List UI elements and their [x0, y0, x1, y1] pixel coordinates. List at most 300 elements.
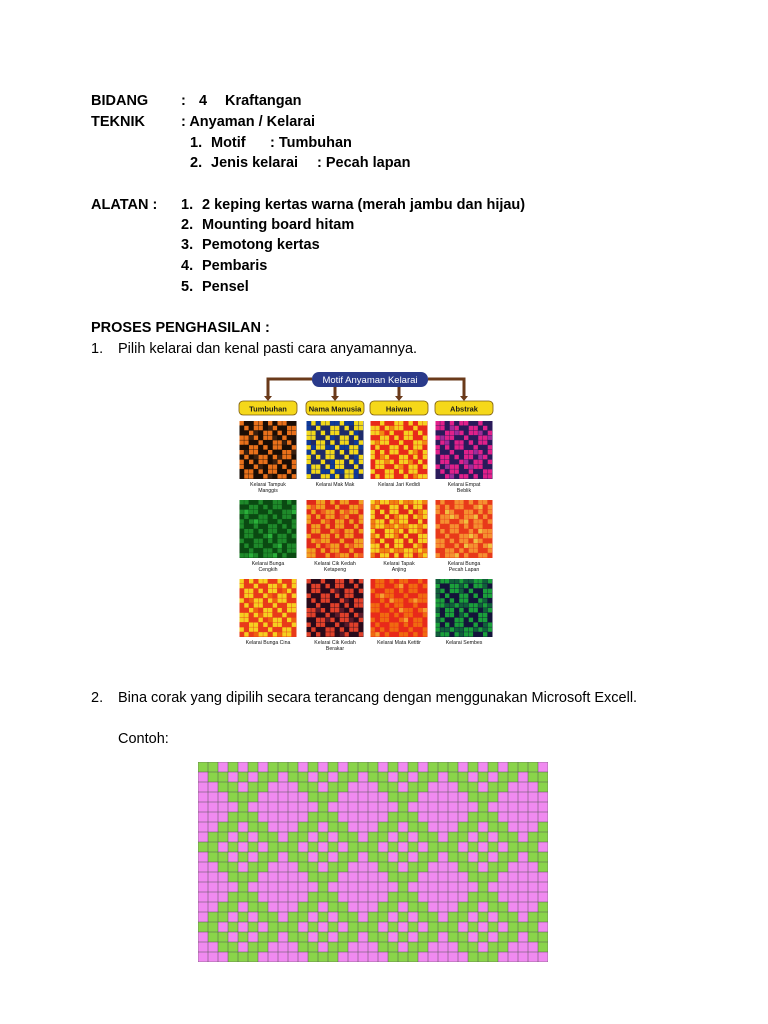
alatan-label: ALATAN : — [91, 197, 158, 213]
grid-cell-green — [388, 922, 398, 932]
kelarai-tile — [240, 579, 297, 637]
grid-cell-green — [518, 842, 528, 852]
grid-cell-green — [488, 952, 498, 962]
grid-cell-green — [238, 812, 248, 822]
grid-cell-green — [308, 902, 318, 912]
teknik-value: : Anyaman / Kelarai — [181, 114, 316, 130]
kelarai-tile — [307, 500, 364, 558]
grid-cell-green — [418, 772, 428, 782]
grid-cell-green — [318, 812, 328, 822]
grid-cell-green — [498, 862, 508, 872]
grid-cell-green — [228, 762, 238, 772]
grid-cell-green — [448, 852, 458, 862]
grid-cell-green — [378, 772, 388, 782]
grid-cell-green — [498, 832, 508, 842]
grid-cell-green — [488, 782, 498, 792]
grid-cell-green — [238, 772, 248, 782]
grid-cell-green — [278, 842, 288, 852]
grid-cell-green — [228, 822, 238, 832]
grid-cell-green — [338, 902, 348, 912]
grid-cell-green — [278, 762, 288, 772]
grid-cell-green — [418, 822, 428, 832]
grid-cell-green — [498, 912, 508, 922]
grid-cell-green — [358, 762, 368, 772]
proses-title: PROSES PENGHASILAN : — [91, 320, 270, 336]
step-2-text: Bina corak yang dipilih secara terancang dengan menggunakan Microsoft Excell. — [118, 690, 638, 706]
kelarai-tile — [436, 579, 493, 637]
kelarai-tile — [371, 500, 428, 558]
grid-cell-green — [508, 922, 518, 932]
grid-cell-green — [508, 842, 518, 852]
grid-cell-green — [248, 862, 258, 872]
grid-cell-green — [418, 862, 428, 872]
grid-cell-green — [308, 892, 318, 902]
grid-cell-green — [378, 862, 388, 872]
grid-cell-green — [528, 832, 538, 842]
grid-cell-green — [508, 762, 518, 772]
alatan-item-text: Pensel — [202, 279, 249, 295]
grid-cell-green — [248, 792, 258, 802]
grid-cell-green — [418, 942, 428, 952]
grid-cell-green — [538, 942, 548, 952]
grid-cell-green — [528, 932, 538, 942]
grid-cell-green — [538, 782, 548, 792]
grid-cell-green — [288, 762, 298, 772]
teknik-item-value: : Tumbuhan — [270, 135, 352, 151]
grid-cell-green — [528, 922, 538, 932]
grid-cell-green — [328, 922, 338, 932]
grid-cell-green — [448, 922, 458, 932]
grid-cell-green — [398, 912, 408, 922]
grid-cell-green — [298, 772, 308, 782]
grid-cell-green — [408, 872, 418, 882]
grid-cell-green — [468, 822, 478, 832]
grid-cell-green — [398, 812, 408, 822]
grid-cell-green — [208, 912, 218, 922]
grid-cell-green — [478, 852, 488, 862]
grid-cell-green — [538, 902, 548, 912]
grid-cell-green — [328, 782, 338, 792]
grid-cell-green — [478, 892, 488, 902]
grid-cell-green — [318, 792, 328, 802]
grid-cell-green — [218, 912, 228, 922]
grid-cell-green — [328, 892, 338, 902]
bidang-label: BIDANG — [91, 93, 149, 109]
chart-title: Motif Anyaman Kelarai — [322, 375, 418, 386]
grid-cell-green — [478, 812, 488, 822]
grid-cell-green — [408, 762, 418, 772]
grid-cell-green — [408, 862, 418, 872]
grid-cell-green — [498, 942, 508, 952]
grid-cell-green — [538, 862, 548, 872]
grid-cell-green — [528, 852, 538, 862]
grid-cell-green — [398, 932, 408, 942]
grid-cell-green — [458, 902, 468, 912]
grid-cell-green — [488, 922, 498, 932]
grid-cell-green — [248, 922, 258, 932]
grid-cell-green — [328, 842, 338, 852]
grid-cell-green — [228, 892, 238, 902]
grid-cell-green — [308, 792, 318, 802]
grid-cell-green — [208, 762, 218, 772]
grid-cell-green — [248, 842, 258, 852]
grid-cell-green — [478, 932, 488, 942]
grid-cell-green — [348, 832, 358, 842]
grid-cell-green — [328, 952, 338, 962]
grid-cell-green — [458, 942, 468, 952]
tile-caption: Kelarai Empat Beblik — [447, 482, 481, 494]
grid-cell-green — [298, 912, 308, 922]
category-label: Tumbuhan — [249, 404, 287, 414]
grid-cell-green — [218, 772, 228, 782]
grid-cell-green — [388, 782, 398, 792]
kelarai-tile — [371, 421, 428, 479]
grid-cell-green — [468, 782, 478, 792]
grid-cell-green — [498, 772, 508, 782]
step-1-text: Pilih kelarai dan kenal pasti cara anyamannya. — [118, 341, 418, 357]
alatan-item-text: Mounting board hitam — [202, 217, 355, 233]
grid-cell-green — [298, 942, 308, 952]
grid-cell-green — [218, 932, 228, 942]
grid-cell-green — [428, 932, 438, 942]
grid-cell-green — [208, 842, 218, 852]
grid-cell-green — [338, 862, 348, 872]
grid-cell-green — [388, 892, 398, 902]
grid-cell-green — [218, 822, 228, 832]
grid-cell-green — [358, 842, 368, 852]
grid-cell-green — [248, 782, 258, 792]
grid-cell-green — [378, 912, 388, 922]
grid-cell-green — [338, 832, 348, 842]
grid-cell-green — [538, 772, 548, 782]
grid-cell-green — [428, 852, 438, 862]
grid-cell-green — [238, 892, 248, 902]
grid-cell-green — [388, 842, 398, 852]
grid-cell-green — [488, 812, 498, 822]
grid-cell-green — [328, 862, 338, 872]
grid-cell-green — [228, 812, 238, 822]
grid-cell-green — [458, 912, 468, 922]
grid-cell-green — [438, 842, 448, 852]
grid-cell-green — [348, 842, 358, 852]
grid-cell-green — [458, 772, 468, 782]
grid-cell-green — [228, 952, 238, 962]
grid-cell-green — [478, 872, 488, 882]
grid-cell-green — [328, 822, 338, 832]
grid-cell-green — [228, 922, 238, 932]
grid-cell-green — [288, 832, 298, 842]
grid-cell-green — [218, 862, 228, 872]
grid-cell-green — [318, 832, 328, 842]
grid-cell-green — [448, 772, 458, 782]
grid-cell-green — [308, 812, 318, 822]
grid-cell-green — [468, 952, 478, 962]
grid-cell-green — [388, 822, 398, 832]
grid-cell-green — [508, 852, 518, 862]
grid-cell-green — [428, 912, 438, 922]
grid-cell-green — [418, 832, 428, 842]
grid-cell-green — [288, 842, 298, 852]
grid-cell-green — [388, 872, 398, 882]
alatan-item-text: Pemotong kertas — [202, 237, 320, 253]
alatan-item-num: 5. — [181, 279, 194, 295]
grid-cell-green — [308, 922, 318, 932]
teknik-item-label: Motif — [211, 135, 246, 151]
grid-cell-green — [468, 862, 478, 872]
grid-cell-green — [348, 852, 358, 862]
grid-cell-green — [338, 772, 348, 782]
grid-cell-green — [458, 822, 468, 832]
grid-cell-green — [238, 882, 248, 892]
grid-cell-green — [358, 922, 368, 932]
grid-cell-green — [308, 762, 318, 772]
grid-cell-green — [318, 932, 328, 942]
grid-cell-green — [298, 832, 308, 842]
grid-cell-green — [258, 772, 268, 782]
grid-cell-green — [348, 912, 358, 922]
grid-cell-green — [338, 942, 348, 952]
grid-cell-green — [368, 842, 378, 852]
grid-cell-green — [408, 792, 418, 802]
grid-cell-green — [248, 812, 258, 822]
grid-cell-green — [468, 942, 478, 952]
grid-cell-green — [268, 922, 278, 932]
grid-cell-green — [258, 782, 268, 792]
grid-cell-green — [288, 772, 298, 782]
alatan-item-num: 1. — [181, 197, 194, 213]
grid-cell-green — [308, 872, 318, 882]
grid-cell-green — [428, 832, 438, 842]
grid-cell-green — [478, 882, 488, 892]
grid-cell-green — [488, 902, 498, 912]
tile-caption: Kelarai Cik Kedah Berakar — [314, 640, 356, 652]
grid-cell-green — [218, 902, 228, 912]
grid-cell-green — [338, 932, 348, 942]
grid-cell-green — [338, 822, 348, 832]
grid-cell-green — [238, 832, 248, 842]
grid-cell-green — [218, 852, 228, 862]
tile-caption: Kelarai Sembes — [445, 640, 483, 646]
grid-cell-green — [308, 942, 318, 952]
grid-cell-green — [488, 872, 498, 882]
grid-cell-green — [368, 762, 378, 772]
grid-cell-green — [458, 932, 468, 942]
grid-cell-green — [198, 922, 208, 932]
grid-cell-green — [198, 842, 208, 852]
bidang-number: 4 — [199, 93, 208, 109]
grid-cell-green — [408, 842, 418, 852]
grid-cell-green — [288, 922, 298, 932]
grid-cell-green — [258, 822, 268, 832]
grid-cell-green — [318, 772, 328, 782]
grid-cell-green — [408, 952, 418, 962]
bidang-colon: : — [181, 93, 186, 109]
teknik-item-label: Jenis kelarai — [211, 155, 299, 171]
grid-cell-green — [318, 882, 328, 892]
grid-cell-green — [388, 952, 398, 962]
category-label: Haiwan — [385, 404, 413, 414]
grid-cell-green — [268, 842, 278, 852]
grid-cell-green — [258, 912, 268, 922]
grid-cell-green — [398, 882, 408, 892]
grid-cell-green — [498, 822, 508, 832]
excel-pattern-grid — [198, 762, 548, 962]
grid-cell-green — [398, 892, 408, 902]
grid-cell-green — [318, 802, 328, 812]
grid-cell-green — [338, 852, 348, 862]
grid-cell-green — [528, 772, 538, 782]
grid-cell-green — [508, 932, 518, 942]
grid-cell-green — [248, 942, 258, 952]
category-label: Abstrak — [450, 404, 478, 414]
teknik-item-value: : Pecah lapan — [317, 155, 411, 171]
grid-cell-green — [258, 902, 268, 912]
grid-cell-green — [398, 772, 408, 782]
grid-cell-green — [488, 762, 498, 772]
grid-cell-green — [218, 832, 228, 842]
grid-cell-green — [398, 802, 408, 812]
grid-cell-green — [368, 912, 378, 922]
grid-cell-green — [308, 842, 318, 852]
grid-cell-green — [518, 922, 528, 932]
grid-cell-green — [458, 832, 468, 842]
grid-cell-green — [398, 832, 408, 842]
teknik-label: TEKNIK — [91, 114, 145, 130]
grid-cell-green — [378, 942, 388, 952]
grid-cell-green — [328, 812, 338, 822]
step-1-number: 1. — [91, 341, 104, 357]
grid-cell-green — [258, 832, 268, 842]
grid-cell-green — [388, 762, 398, 772]
grid-cell-green — [248, 762, 258, 772]
grid-cell-green — [338, 912, 348, 922]
bidang-value: Kraftangan — [225, 93, 302, 109]
grid-cell-green — [228, 902, 238, 912]
grid-cell-green — [228, 782, 238, 792]
grid-cell-green — [388, 902, 398, 912]
grid-cell-green — [498, 932, 508, 942]
grid-cell-green — [508, 912, 518, 922]
grid-cell-green — [228, 842, 238, 852]
grid-cell-green — [538, 912, 548, 922]
grid-cell-green — [398, 792, 408, 802]
grid-cell-green — [528, 762, 538, 772]
grid-cell-green — [238, 792, 248, 802]
kelarai-tile — [436, 421, 493, 479]
grid-cell-green — [378, 932, 388, 942]
grid-cell-green — [318, 912, 328, 922]
grid-cell-green — [318, 852, 328, 862]
tile-caption: Kelarai Bunga Cengkih — [251, 561, 285, 573]
grid-cell-green — [388, 812, 398, 822]
grid-cell-green — [238, 952, 248, 962]
tile-caption: Kelarai Mak Mak — [315, 482, 355, 488]
grid-cell-green — [448, 912, 458, 922]
grid-cell-green — [428, 762, 438, 772]
grid-cell-green — [248, 872, 258, 882]
grid-cell-green — [538, 832, 548, 842]
grid-cell-green — [308, 952, 318, 962]
grid-cell-green — [268, 772, 278, 782]
tile-caption: Kelarai Tapak Anjing — [383, 561, 415, 573]
grid-cell-green — [328, 792, 338, 802]
grid-cell-green — [298, 782, 308, 792]
grid-cell-green — [408, 942, 418, 952]
grid-cell-green — [468, 892, 478, 902]
grid-cell-green — [368, 772, 378, 782]
grid-cell-green — [378, 852, 388, 862]
grid-cell-green — [428, 842, 438, 852]
grid-cell-green — [368, 852, 378, 862]
grid-cell-green — [248, 892, 258, 902]
grid-cell-green — [388, 942, 398, 952]
grid-cell-green — [538, 932, 548, 942]
step-2-number: 2. — [91, 690, 104, 706]
grid-cell-green — [298, 852, 308, 862]
grid-cell-green — [368, 922, 378, 932]
grid-cell-green — [298, 932, 308, 942]
kelarai-tile — [240, 500, 297, 558]
grid-cell-green — [268, 912, 278, 922]
grid-cell-green — [468, 762, 478, 772]
grid-cell-green — [288, 852, 298, 862]
grid-cell-green — [498, 782, 508, 792]
grid-cell-green — [228, 872, 238, 882]
grid-cell-green — [268, 832, 278, 842]
grid-cell-green — [248, 902, 258, 912]
grid-cell-green — [308, 782, 318, 792]
grid-cell-green — [308, 822, 318, 832]
grid-cell-green — [478, 802, 488, 812]
grid-cell-green — [338, 782, 348, 792]
grid-cell-green — [488, 892, 498, 902]
grid-cell-green — [238, 932, 248, 942]
grid-cell-green — [408, 902, 418, 912]
grid-cell-green — [528, 912, 538, 922]
grid-cell-green — [318, 952, 328, 962]
grid-cell-green — [448, 932, 458, 942]
alatan-item-num: 3. — [181, 237, 194, 253]
grid-cell-green — [288, 912, 298, 922]
grid-cell-green — [428, 772, 438, 782]
teknik-item-num: 2. — [190, 155, 203, 171]
grid-cell-green — [478, 912, 488, 922]
grid-cell-green — [468, 812, 478, 822]
grid-cell-green — [208, 922, 218, 932]
grid-cell-green — [488, 862, 498, 872]
grid-cell-green — [508, 772, 518, 782]
kelarai-tile — [436, 500, 493, 558]
teknik-item-num: 1. — [190, 135, 203, 151]
grid-cell-green — [418, 932, 428, 942]
kelarai-tile — [240, 421, 297, 479]
grid-cell-green — [328, 902, 338, 912]
contoh-label: Contoh: — [118, 731, 169, 747]
grid-cell-green — [408, 822, 418, 832]
grid-cell-green — [438, 762, 448, 772]
grid-cell-green — [268, 762, 278, 772]
grid-cell-green — [298, 862, 308, 872]
grid-cell-green — [328, 762, 338, 772]
kelarai-tile — [307, 579, 364, 637]
grid-cell-green — [468, 842, 478, 852]
grid-cell-green — [398, 852, 408, 862]
grid-cell-green — [208, 772, 218, 782]
grid-cell-green — [288, 932, 298, 942]
grid-cell-green — [308, 862, 318, 872]
grid-cell-green — [468, 872, 478, 882]
grid-cell-green — [268, 852, 278, 862]
